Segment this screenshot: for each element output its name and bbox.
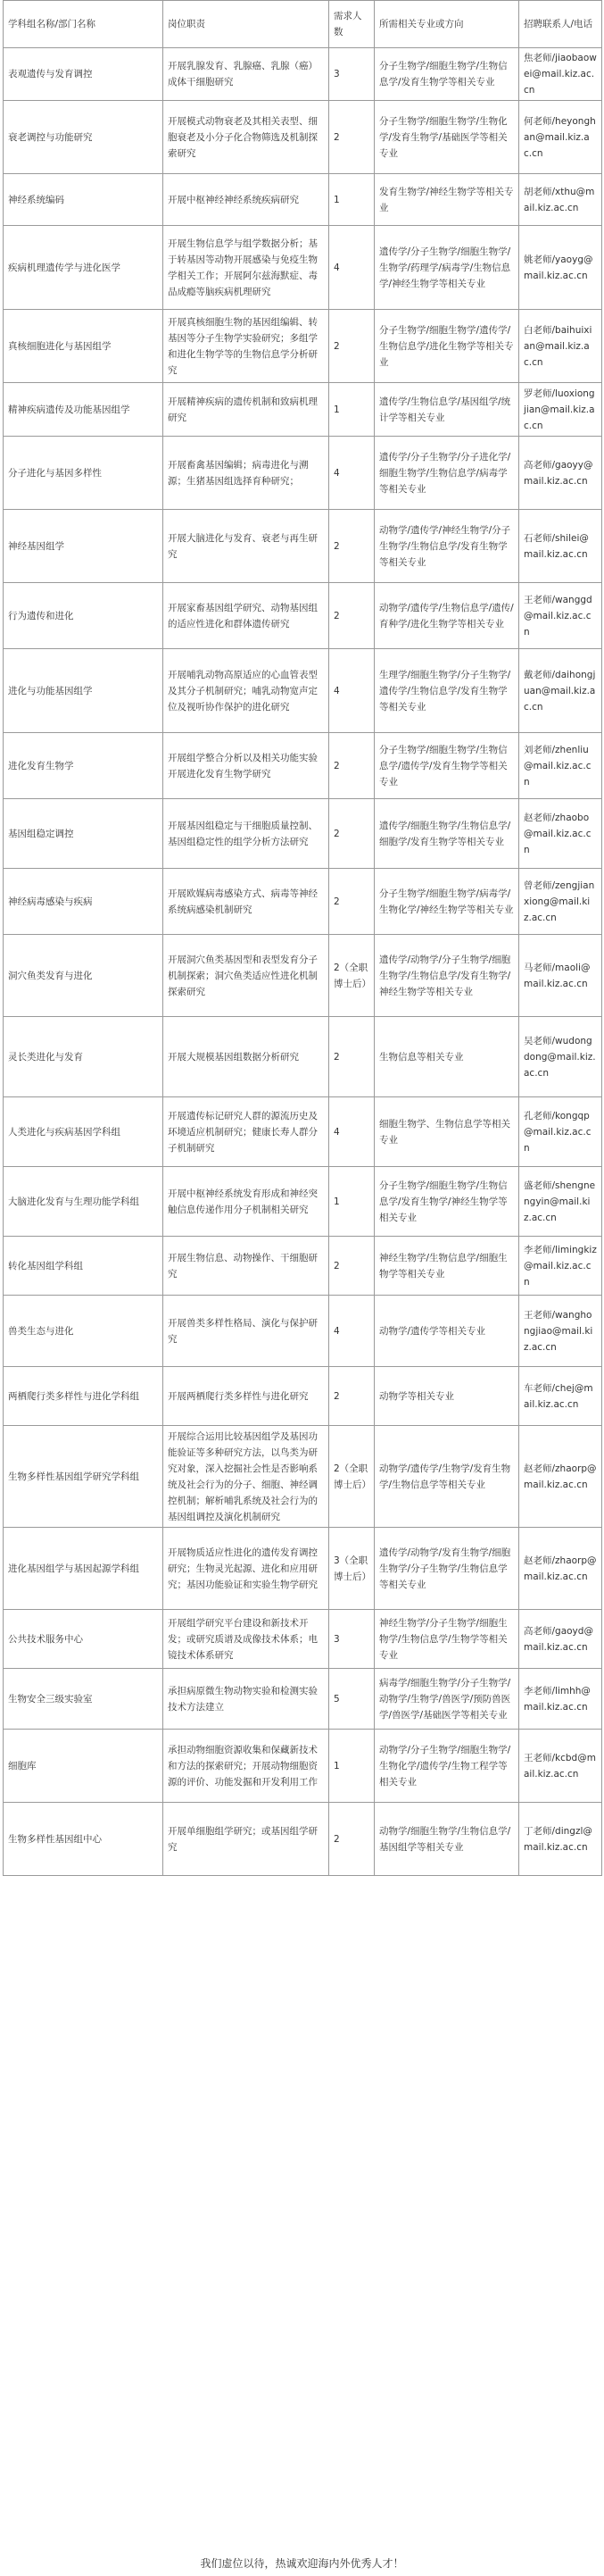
cell-contact: 赵老师/zhaorp@mail.kiz.ac.cn bbox=[519, 1528, 602, 1610]
table-row bbox=[4, 1669, 602, 1730]
cell-count: 4 bbox=[329, 437, 375, 510]
table-row bbox=[4, 583, 602, 649]
cell-group: 进化与功能基因组学 bbox=[4, 649, 163, 733]
cell-group: 灵长类进化与发育 bbox=[4, 1017, 163, 1097]
cell-duty: 承担动物细胞资源收集和保藏新技术和方法的探索研究；开展动物细胞资源的评价、功能发掘和开发利用工作 bbox=[163, 1730, 329, 1803]
cell-contact: 刘老师/zhenliu@mail.kiz.ac.cn bbox=[519, 733, 602, 799]
header-count: 需求人数 bbox=[329, 1, 375, 48]
cell-group: 生物安全三级实验室 bbox=[4, 1669, 163, 1730]
cell-count: 3 bbox=[329, 1610, 375, 1669]
cell-major: 动物学/遗传学/生物信息学/遗传/育种学/进化生物学等相关专业 bbox=[375, 583, 519, 649]
table-row bbox=[4, 649, 602, 733]
cell-group: 人类进化与疾病基因学科组 bbox=[4, 1097, 163, 1167]
cell-contact: 胡老师/xthu@mail.kiz.ac.cn bbox=[519, 174, 602, 226]
cell-group: 生物多样性基因组学研究学科组 bbox=[4, 1426, 163, 1528]
cell-major: 动物学/遗传学/神经生物学/分子生物学/生物信息学/发育生物学等相关专业 bbox=[375, 510, 519, 583]
cell-count: 2 bbox=[329, 510, 375, 583]
table-header-row bbox=[4, 1, 602, 48]
cell-major: 病毒学/细胞生物学/分子生物学/动物学/生物学/兽医学/预防兽医学/兽医学/基础医学等相关专业 bbox=[375, 1669, 519, 1730]
cell-group: 公共技术服务中心 bbox=[4, 1610, 163, 1669]
cell-count: 2 bbox=[329, 869, 375, 935]
table-row bbox=[4, 799, 602, 869]
cell-major: 分子生物学/细胞生物学/生物信息学/发育生物学等相关专业 bbox=[375, 48, 519, 101]
cell-duty: 开展基因组稳定与干细胞质量控制、基因组稳定性的组学分析方法研究 bbox=[163, 799, 329, 869]
cell-group: 兽类生态与进化 bbox=[4, 1296, 163, 1367]
header-duty: 岗位职责 bbox=[163, 1, 329, 48]
header-group: 学科组名称/部门名称 bbox=[4, 1, 163, 48]
cell-major: 遗传学/细胞生物学/生物信息学/细胞学/发育生物学等相关专业 bbox=[375, 799, 519, 869]
cell-major: 分子生物学/细胞生物学/生物化学/发育生物学/基础医学等相关专业 bbox=[375, 101, 519, 174]
cell-count: 1 bbox=[329, 1167, 375, 1237]
cell-count: 2 bbox=[329, 1237, 375, 1296]
table-row bbox=[4, 935, 602, 1017]
cell-contact: 吴老师/wudongdong@mail.kiz.ac.cn bbox=[519, 1017, 602, 1097]
cell-duty: 开展物质适应性进化的遗传发育调控研究；生物灵光起源、进化和应用研究；基因功能验证和实验生物学研究 bbox=[163, 1528, 329, 1610]
cell-group: 疾病机理遗传学与进化医学 bbox=[4, 226, 163, 310]
cell-group: 神经病毒感染与疾病 bbox=[4, 869, 163, 935]
cell-group: 洞穴鱼类发育与进化 bbox=[4, 935, 163, 1017]
cell-duty: 开展两栖爬行类多样性与进化研究 bbox=[163, 1367, 329, 1426]
cell-duty: 开展组学整合分析以及相关功能实验开展进化发育生物学研究 bbox=[163, 733, 329, 799]
cell-duty: 开展模式动物衰老及其相关表型、细胞衰老及小分子化合物筛选及机制探索研究 bbox=[163, 101, 329, 174]
table-row bbox=[4, 1296, 602, 1367]
cell-group: 衰老调控与功能研究 bbox=[4, 101, 163, 174]
cell-major: 遗传学/生物信息学/基因组学/统计学等相关专业 bbox=[375, 383, 519, 437]
table-row bbox=[4, 1610, 602, 1669]
table-row bbox=[4, 383, 602, 437]
table-row bbox=[4, 226, 602, 310]
cell-count: 2 bbox=[329, 101, 375, 174]
cell-major: 神经生物学/分子生物学/细胞生物学/生物信息学/生物学等相关专业 bbox=[375, 1610, 519, 1669]
cell-duty: 开展兽类多样性格局、演化与保护研究 bbox=[163, 1296, 329, 1367]
cell-count: 2 bbox=[329, 310, 375, 383]
cell-duty: 开展乳腺发育、乳腺癌、乳腺（癌）成体干细胞研究 bbox=[163, 48, 329, 101]
cell-contact: 李老师/limhh@mail.kiz.ac.cn bbox=[519, 1669, 602, 1730]
cell-contact: 孔老师/kongqp@mail.kiz.ac.cn bbox=[519, 1097, 602, 1167]
cell-contact: 赵老师/zhaorp@mail.kiz.ac.cn bbox=[519, 1426, 602, 1528]
cell-count: 3 bbox=[329, 48, 375, 101]
table-row bbox=[4, 1237, 602, 1296]
cell-major: 遗传学/动物学/分子生物学/细胞生物学/生物信息学/发育生物学/神经生物学等相关专业 bbox=[375, 935, 519, 1017]
cell-count: 4 bbox=[329, 1097, 375, 1167]
cell-duty: 开展组学研究平台建设和新技术开发；或研究质谱及成像技术体系；电镜技术体系研究 bbox=[163, 1610, 329, 1669]
cell-group: 生物多样性基因组中心 bbox=[4, 1803, 163, 1876]
cell-count: 2（全职博士后） bbox=[329, 935, 375, 1017]
table-row bbox=[4, 1017, 602, 1097]
cell-major: 生理学/细胞生物学/分子生物学/遗传学/生物信息学/发育生物学等相关专业 bbox=[375, 649, 519, 733]
footer-message: 我们虚位以待，热诚欢迎海内外优秀人才！ bbox=[200, 2557, 404, 2570]
cell-duty: 开展真核细胞生物的基因组编辑、转基因等分子生物学实验研究；多组学和进化生物学等的生物信息学分析研究 bbox=[163, 310, 329, 383]
cell-duty: 开展大脑进化与发育、衰老与再生研究 bbox=[163, 510, 329, 583]
cell-major: 遗传学/分子生物学/分子进化学/细胞生物学/生物信息学/病毒学等相关专业 bbox=[375, 437, 519, 510]
cell-major: 动物学/分子生物学/细胞生物学/生物化学/遗传学/生物工程学等相关专业 bbox=[375, 1730, 519, 1803]
cell-major: 分子生物学/细胞生物学/遗传学/生物信息学/进化生物学等相关专业 bbox=[375, 310, 519, 383]
cell-major: 生物信息等相关专业 bbox=[375, 1017, 519, 1097]
cell-major: 神经生物学/生物信息学/细胞生物学等相关专业 bbox=[375, 1237, 519, 1296]
cell-duty: 开展生物信息、动物操作、干细胞研究 bbox=[163, 1237, 329, 1296]
cell-major: 动物学/遗传学/生物学/发育生物学/生物信息学等相关专业 bbox=[375, 1426, 519, 1528]
cell-count: 2 bbox=[329, 733, 375, 799]
cell-group: 神经系统编码 bbox=[4, 174, 163, 226]
cell-major: 发育生物学/神经生物学等相关专业 bbox=[375, 174, 519, 226]
table-row bbox=[4, 1167, 602, 1237]
table-row bbox=[4, 1528, 602, 1610]
cell-group: 表观遗传与发育调控 bbox=[4, 48, 163, 101]
cell-contact: 丁老师/dingzl@mail.kiz.ac.cn bbox=[519, 1803, 602, 1876]
cell-count: 4 bbox=[329, 226, 375, 310]
cell-contact: 王老师/wanghongjiao@mail.kiz.ac.cn bbox=[519, 1296, 602, 1367]
table-row bbox=[4, 1730, 602, 1803]
cell-contact: 罗老师/luoxiongjian@mail.kiz.ac.cn bbox=[519, 383, 602, 437]
cell-contact: 石老师/shilei@mail.kiz.ac.cn bbox=[519, 510, 602, 583]
table-row bbox=[4, 1803, 602, 1876]
cell-major: 分子生物学/细胞生物学/生物信息学/遗传学/发育生物学等相关专业 bbox=[375, 733, 519, 799]
cell-count: 2 bbox=[329, 1017, 375, 1097]
cell-duty: 承担病原微生物动物实验和检测实验技术方法建立 bbox=[163, 1669, 329, 1730]
table-row bbox=[4, 733, 602, 799]
table-row bbox=[4, 1367, 602, 1426]
cell-duty: 开展大规模基因组数据分析研究 bbox=[163, 1017, 329, 1097]
cell-count: 4 bbox=[329, 649, 375, 733]
table-row bbox=[4, 437, 602, 510]
cell-count: 1 bbox=[329, 1730, 375, 1803]
cell-major: 遗传学/分子生物学/细胞生物学/生物学/药理学/病毒学/生物信息学/神经生物学等相关专业 bbox=[375, 226, 519, 310]
cell-count: 2（全职博士后） bbox=[329, 1426, 375, 1528]
table-row bbox=[4, 869, 602, 935]
cell-contact: 焦老师/jiaobaowei@mail.kiz.ac.cn bbox=[519, 48, 602, 101]
cell-contact: 高老师/gaoyy@mail.kiz.ac.cn bbox=[519, 437, 602, 510]
header-major: 所需相关专业或方向 bbox=[375, 1, 519, 48]
cell-count: 2 bbox=[329, 1803, 375, 1876]
cell-contact: 曾老师/zengjianxiong@mail.kiz.ac.cn bbox=[519, 869, 602, 935]
cell-group: 精神疾病遗传及功能基因组学 bbox=[4, 383, 163, 437]
cell-contact: 何老师/heyonghan@mail.kiz.ac.cn bbox=[519, 101, 602, 174]
cell-group: 基因组稳定调控 bbox=[4, 799, 163, 869]
table-row bbox=[4, 310, 602, 383]
cell-contact: 白老师/baihuixian@mail.kiz.ac.cn bbox=[519, 310, 602, 383]
cell-duty: 开展遗传标记研究人群的源流历史及环境适应机制研究；健康长寿人群分子机制研究 bbox=[163, 1097, 329, 1167]
cell-group: 行为遗传和进化 bbox=[4, 583, 163, 649]
cell-contact: 马老师/maoli@mail.kiz.ac.cn bbox=[519, 935, 602, 1017]
table-row bbox=[4, 174, 602, 226]
table-row bbox=[4, 510, 602, 583]
cell-contact: 姚老师/yaoyg@mail.kiz.ac.cn bbox=[519, 226, 602, 310]
cell-group: 转化基因组学科组 bbox=[4, 1237, 163, 1296]
cell-contact: 赵老师/zhaobo@mail.kiz.ac.cn bbox=[519, 799, 602, 869]
cell-contact: 李老师/limingkiz@mail.kiz.ac.cn bbox=[519, 1237, 602, 1296]
cell-group: 真核细胞进化与基因组学 bbox=[4, 310, 163, 383]
cell-group: 细胞库 bbox=[4, 1730, 163, 1803]
cell-duty: 开展中枢神经系统发育形成和神经突触信息传递作用分子机制相关研究 bbox=[163, 1167, 329, 1237]
cell-duty: 开展家畜基因组学研究、动物基因组的适应性进化和群体遗传研究 bbox=[163, 583, 329, 649]
table-body bbox=[4, 48, 602, 1876]
cell-duty: 开展畜禽基因编辑；病毒进化与溯源；生猪基因组选择育种研究； bbox=[163, 437, 329, 510]
cell-duty: 开展精神疾病的遗传机制和致病机理研究 bbox=[163, 383, 329, 437]
cell-count: 5 bbox=[329, 1669, 375, 1730]
cell-duty: 开展单细胞组学研究；或基因组学研究 bbox=[163, 1803, 329, 1876]
header-contact: 招聘联系人/电话 bbox=[519, 1, 602, 48]
table-row bbox=[4, 1426, 602, 1528]
cell-duty: 开展哺乳动物高原适应的心血管表型及其分子机制研究；哺乳动物宽声定位及视听协作保护的进化研究 bbox=[163, 649, 329, 733]
cell-count: 1 bbox=[329, 383, 375, 437]
cell-major: 分子生物学/细胞生物学/病毒学/生物化学/神经生物学等相关专业 bbox=[375, 869, 519, 935]
cell-contact: 王老师/kcbd@mail.kiz.ac.cn bbox=[519, 1730, 602, 1803]
cell-major: 细胞生物学、生物信息学等相关专业 bbox=[375, 1097, 519, 1167]
cell-group: 神经基因组学 bbox=[4, 510, 163, 583]
table-row bbox=[4, 101, 602, 174]
cell-count: 4 bbox=[329, 1296, 375, 1367]
cell-major: 动物学等相关专业 bbox=[375, 1367, 519, 1426]
cell-duty: 开展综合运用比较基因组学及基因功能验证等多种研究方法，以鸟类为研究对象，深入挖掘社会性是否影响系统及社会行为的分子、细胞、神经调控机制；解析哺乳系统及社会行为的基因组调控及演化机制研究 bbox=[163, 1426, 329, 1528]
table-row bbox=[4, 48, 602, 101]
cell-group: 进化发育生物学 bbox=[4, 733, 163, 799]
cell-group: 分子进化与基因多样性 bbox=[4, 437, 163, 510]
cell-contact: 车老师/chej@mail.kiz.ac.cn bbox=[519, 1367, 602, 1426]
cell-major: 遗传学/动物学/发育生物学/细胞生物学/分子生物学/生物信息学等相关专业 bbox=[375, 1528, 519, 1610]
cell-contact: 王老师/wanggd@mail.kiz.ac.cn bbox=[519, 583, 602, 649]
cell-count: 2 bbox=[329, 583, 375, 649]
cell-major: 分子生物学/细胞生物学/生物信息学/发育生物学/神经生物学等相关专业 bbox=[375, 1167, 519, 1237]
cell-group: 两栖爬行类多样性与进化学科组 bbox=[4, 1367, 163, 1426]
recruitment-table bbox=[3, 0, 602, 1876]
cell-contact: 高老师/gaoyd@mail.kiz.ac.cn bbox=[519, 1610, 602, 1669]
cell-duty: 开展中枢神经神经系统疾病研究 bbox=[163, 174, 329, 226]
cell-count: 2 bbox=[329, 1367, 375, 1426]
cell-count: 3（全职博士后） bbox=[329, 1528, 375, 1610]
cell-major: 动物学/遗传学等相关专业 bbox=[375, 1296, 519, 1367]
table-row bbox=[4, 1097, 602, 1167]
cell-group: 进化基因组学与基因起源学科组 bbox=[4, 1528, 163, 1610]
cell-duty: 开展生物信息学与组学数据分析；基于转基因等动物开展感染与免疫生物学相关工作；开展阿尔兹海默症、毒品成瘾等脑疾病机理研究 bbox=[163, 226, 329, 310]
cell-contact: 盛老师/shengnengyin@mail.kiz.ac.cn bbox=[519, 1167, 602, 1237]
cell-count: 1 bbox=[329, 174, 375, 226]
cell-count: 2 bbox=[329, 799, 375, 869]
cell-contact: 戴老师/daihongjuan@mail.kiz.ac.cn bbox=[519, 649, 602, 733]
cell-group: 大脑进化发育与生理功能学科组 bbox=[4, 1167, 163, 1237]
cell-major: 动物学/细胞生物学/生物信息学/基因组学等相关专业 bbox=[375, 1803, 519, 1876]
cell-duty: 开展洞穴鱼类基因型和表型发育分子机制探索；洞穴鱼类适应性进化机制探索研究 bbox=[163, 935, 329, 1017]
cell-duty: 开展欧媒病毒感染方式、病毒等神经系统病感染机制研究 bbox=[163, 869, 329, 935]
